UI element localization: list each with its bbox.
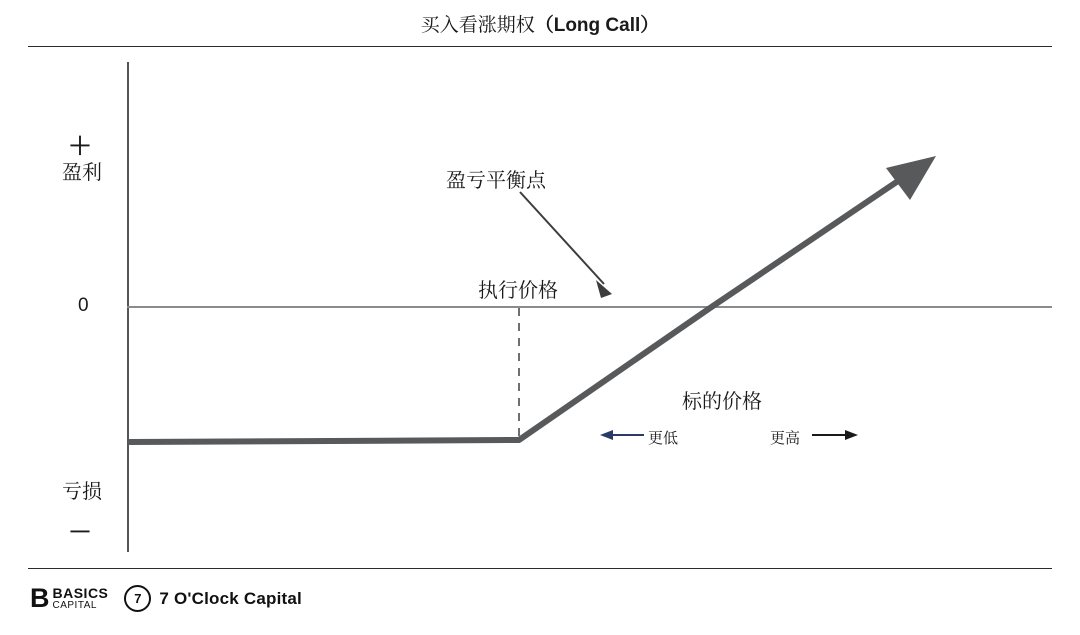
chart-vector-layer [0, 52, 1080, 560]
higher-arrowhead [845, 430, 858, 440]
basics-wordmark [53, 586, 109, 611]
payoff-chart [0, 52, 1080, 560]
annotation-breakeven: 盈亏平衡点 [446, 170, 546, 192]
payoff-arrowhead [886, 156, 936, 200]
footer-brands [30, 585, 302, 612]
breakeven-pointer-line [520, 192, 604, 284]
axis-label-plus: ＋ [68, 133, 92, 160]
basics-line1: BASICS [52, 584, 109, 601]
brand-seven-oclock-capital [124, 585, 302, 612]
annotation-strike-price: 执行价格 [478, 280, 558, 302]
top-divider [28, 46, 1052, 47]
payoff-line [130, 181, 898, 442]
bottom-divider [28, 568, 1052, 569]
axis-label-loss: 亏损 [62, 481, 102, 503]
seven-oclock-logo-icon: 7 [124, 585, 151, 612]
axis-label-profit: 盈利 [62, 162, 102, 184]
page-title [0, 10, 1080, 37]
annotation-lower: 更低 [648, 430, 679, 447]
annotation-underlying-price: 标的价格 [682, 391, 762, 413]
page-title-en: （Long Call） [534, 15, 660, 36]
basics-logo-icon: B [30, 583, 49, 613]
basics-line2: CAPITAL [52, 599, 97, 611]
axis-label-minus: － [68, 519, 92, 546]
annotation-higher: 更高 [770, 430, 801, 447]
axis-label-zero: 0 [78, 295, 89, 316]
brand-basics-capital [30, 585, 108, 612]
lower-arrowhead [600, 430, 613, 440]
seven-oclock-name: 7 O'Clock Capital [159, 588, 302, 608]
page-title-cn: 买入看涨期权 [420, 15, 535, 36]
